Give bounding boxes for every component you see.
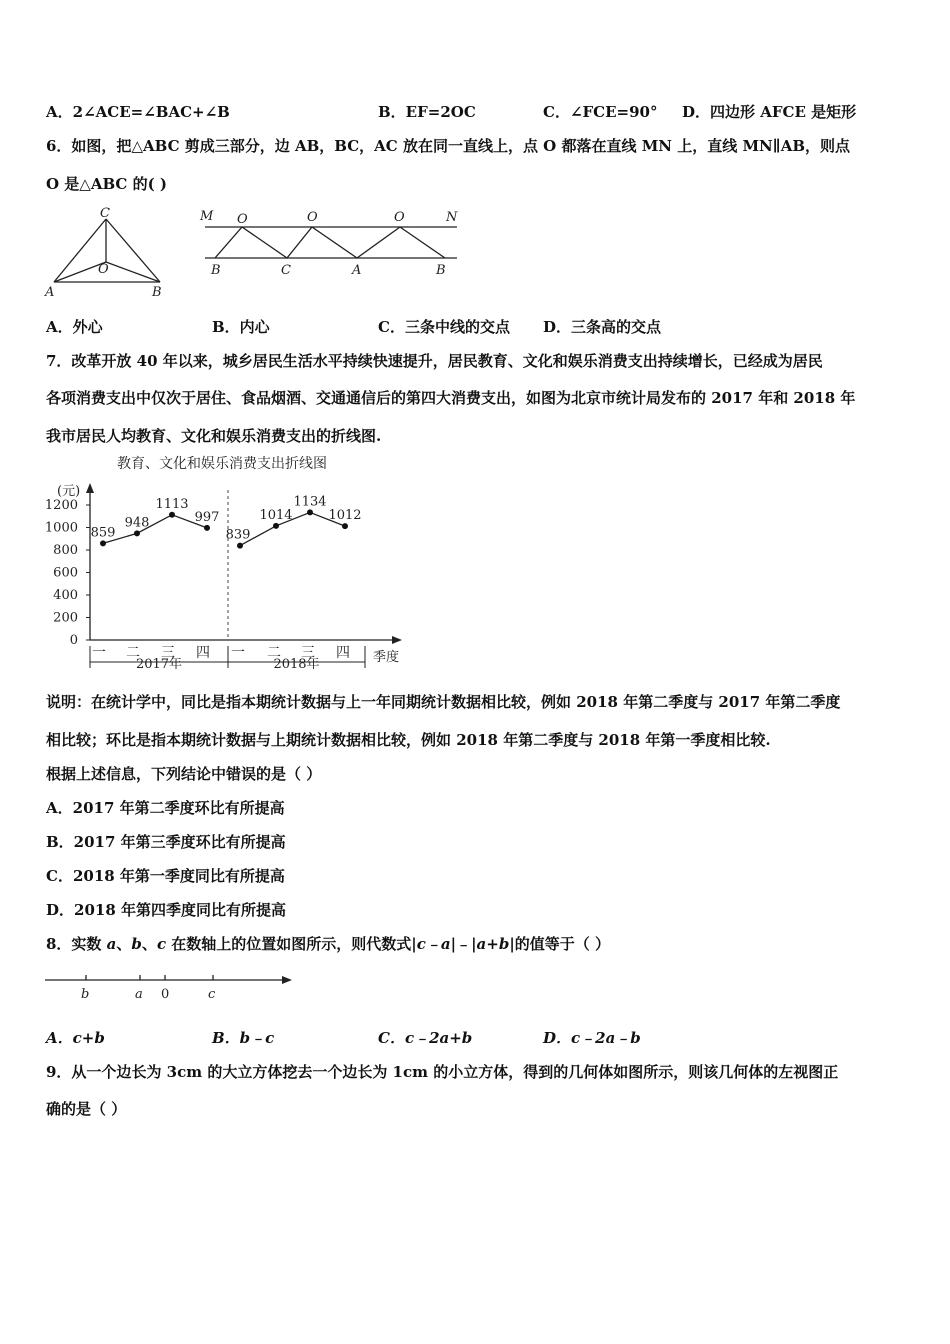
line-label-b2: B	[436, 263, 446, 278]
q6-stem-line1: 6．如图，把△ABC 剪成三部分，边 AB，BC，AC 放在同一直线上，点 O 都落在直线 MN 上，直线 MN∥AB，则点	[46, 137, 851, 155]
q8-var-c: c	[156, 935, 167, 953]
data-label: 1014	[259, 507, 293, 523]
q8-expr1: c﹣a	[416, 935, 451, 953]
data-point	[237, 543, 243, 549]
q7-line-chart	[40, 450, 420, 685]
series-line	[103, 515, 207, 544]
line-label-m: M	[200, 209, 214, 224]
y-tick-label: 1000	[44, 520, 78, 536]
q8-option-a: A．c+b	[46, 1029, 105, 1047]
y-axis-arrow	[86, 483, 94, 493]
q6-option-c: C．三条中线的交点	[378, 318, 510, 336]
tri-label-a: A	[45, 285, 55, 300]
data-label: 997	[194, 509, 220, 525]
data-point	[134, 530, 140, 536]
x-tick-label: 二	[267, 645, 281, 661]
q6-stem-line2: O 是△ABC 的( )	[46, 175, 167, 193]
line-label-b1: B	[211, 263, 221, 278]
q7-option-c: C．2018 年第一季度同比有所提高	[46, 867, 285, 885]
chart-xlabel: 季度	[373, 650, 400, 665]
x-tick-label: 三	[161, 645, 175, 661]
q8-sep1: 、	[116, 935, 132, 953]
q7-note-line1: 说明：在统计学中，同比是指本期统计数据与上一年同期统计数据相比较，例如 2018 年第二季度与 2017 年第二季度	[46, 693, 841, 711]
group-label: 2017年	[135, 657, 183, 672]
q8-sep2: 、	[141, 935, 157, 953]
y-tick-label: 400	[53, 588, 78, 603]
data-point	[273, 523, 279, 529]
x-tick-label: 三	[301, 645, 315, 661]
q7-option-a: A．2017 年第二季度环比有所提高	[46, 799, 285, 817]
tri-label-o: O	[98, 262, 109, 277]
q8-option-b: B．b﹣c	[212, 1029, 275, 1047]
data-label: 859	[90, 525, 116, 541]
q8-stem	[46, 934, 610, 954]
y-tick-label: 600	[53, 565, 78, 581]
data-point	[100, 540, 106, 546]
axis-label-c: c	[208, 987, 216, 1002]
axis-label-zero: 0	[161, 987, 170, 1002]
q8-text-prefix: 8．实数	[46, 935, 107, 953]
line-label-n: N	[446, 210, 458, 225]
line-label-a: A	[352, 263, 362, 278]
data-point	[169, 512, 175, 518]
q7-option-d: D．2018 年第四季度同比有所提高	[46, 901, 286, 919]
y-tick-label: 200	[53, 610, 78, 626]
y-tick-label: 800	[53, 543, 78, 558]
q8-text-end: |的值等于（ ）	[509, 935, 611, 953]
q8-option-d: D．c﹣2a﹣b	[543, 1029, 641, 1047]
q7-note-line2: 相比较；环比是指本期统计数据与上期统计数据相比较，例如 2018 年第二季度与 2018 年第一季度相比较.	[46, 731, 771, 749]
q9-stem-line1: 9．从一个边长为 3cm 的大立方体挖去一个边长为 1cm 的小立方体，得到的几何体如图所示，则该几何体的左视图正	[46, 1063, 839, 1081]
data-point	[307, 509, 313, 515]
y-tick-label: 0	[69, 633, 78, 648]
q7-option-b: B．2017 年第三季度环比有所提高	[46, 833, 286, 851]
line-label-c: C	[281, 263, 291, 278]
chart-title: 教育、文化和娱乐消费支出折线图	[117, 456, 327, 472]
q7-stem-line2: 各项消费支出中仅次于居住、食品烟酒、交通通信后的第四大消费支出，如图为北京市统计局发布的 2017 年和 2018 年	[46, 389, 856, 407]
q8-number-line	[40, 968, 300, 1008]
x-tick-label: 四	[336, 645, 350, 661]
data-label: 1134	[293, 494, 327, 510]
axis-label-b: b	[81, 987, 90, 1002]
x-tick-label: 一	[92, 645, 106, 661]
q7-stem-line3: 我市居民人均教育、文化和娱乐消费支出的折线图.	[46, 427, 382, 445]
line-label-o3: O	[394, 210, 405, 225]
data-label: 1113	[155, 496, 189, 512]
q5-option-d: D．四边形 AFCE 是矩形	[682, 103, 857, 121]
q6-line-figure	[195, 203, 470, 283]
q5-option-a: A．2∠ACE=∠BAC+∠B	[46, 103, 230, 121]
x-tick-label: 一	[231, 645, 245, 661]
q8-var-a: a	[106, 935, 117, 953]
data-label: 839	[225, 527, 251, 543]
axis-label-a: a	[135, 987, 143, 1002]
group-label: 2018年	[273, 657, 320, 672]
q8-option-c: C．c﹣2a+b	[378, 1029, 473, 1047]
data-point	[204, 525, 210, 531]
x-tick-label: 四	[196, 645, 210, 661]
q9-stem-line2: 确的是（ ）	[46, 1100, 127, 1118]
y-tick-label: 1200	[44, 498, 78, 513]
q5-option-c: C．∠FCE=90°	[543, 103, 658, 121]
q6-option-b: B．内心	[212, 318, 270, 336]
line-label-o2: O	[307, 210, 318, 225]
q8-expr2: a+b	[476, 935, 510, 953]
x-axis-arrow	[392, 636, 402, 644]
q5-option-b: B．EF=2OC	[378, 103, 476, 121]
data-label: 948	[124, 515, 150, 531]
q8-var-b: b	[131, 935, 142, 953]
tri-label-c: C	[100, 206, 110, 221]
chart-ylabel: (元)	[57, 484, 81, 499]
q6-triangle-figure	[40, 203, 175, 303]
x-tick-label: 二	[126, 645, 140, 661]
q6-option-d: D．三条高的交点	[543, 318, 662, 336]
data-point	[342, 523, 348, 529]
data-label: 1012	[328, 508, 362, 524]
q8-text-mid: 在数轴上的位置如图所示，则代数式|	[166, 935, 417, 953]
q8-text-mid2: |﹣|	[450, 935, 477, 953]
q7-question: 根据上述信息，下列结论中错误的是（ ）	[46, 765, 322, 783]
q7-stem-line1: 7．改革开放 40 年以来，城乡居民生活水平持续快速提升，居民教育、文化和娱乐消费支出持续增长，已经成为居民	[46, 352, 823, 370]
line-label-o1: O	[237, 212, 248, 227]
q6-option-a: A．外心	[46, 318, 103, 336]
tri-label-b: B	[152, 285, 162, 300]
